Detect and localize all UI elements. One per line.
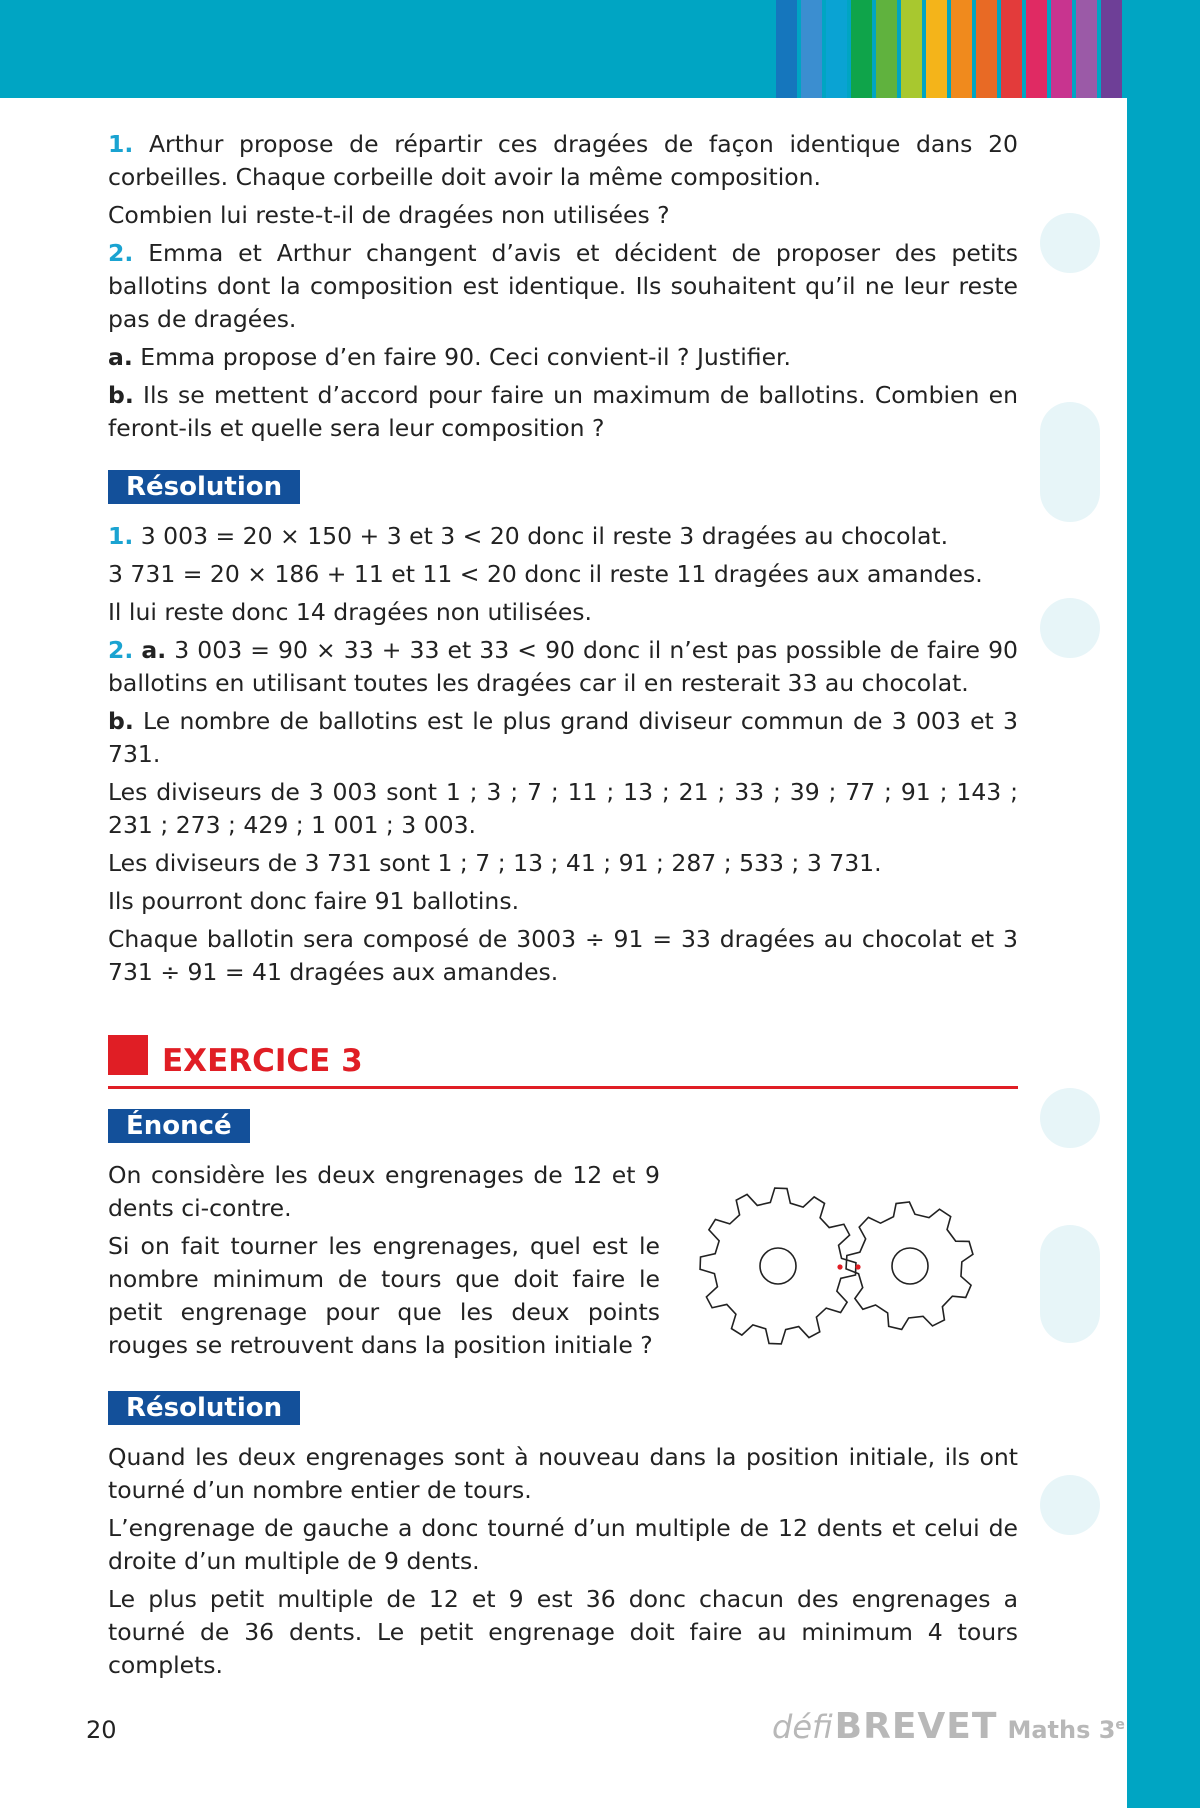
brand-logo <box>772 1706 1125 1747</box>
color-stripe <box>776 0 797 98</box>
color-stripe <box>976 0 997 98</box>
exercise-3-text <box>108 1159 660 1371</box>
resolution-line: b. Le nombre de ballotins est le plus grand diviseur commun de 3 003 et 3 731. <box>108 707 1018 768</box>
resolution-label: Résolution <box>108 470 300 504</box>
color-stripe <box>851 0 872 98</box>
resolution-line: Quand les deux engrenages sont à nouveau dans la position initiale, ils ont tourné d’un nombre entier de tours. <box>108 1443 1018 1504</box>
resolution-3 <box>108 1441 1018 1682</box>
statement-paragraph: On considère les deux engrenages de 12 et 9 dents ci-contre. <box>108 1161 660 1222</box>
rainbow-stripes <box>776 0 1126 98</box>
color-stripe <box>1026 0 1047 98</box>
resolution-label: Résolution <box>108 1391 300 1425</box>
small-gear-hub <box>892 1248 928 1284</box>
problem-statement <box>108 128 1018 445</box>
question-1: 1. Arthur propose de répartir ces dragées de façon identique dans 20 corbeilles. Chaque corbeille doit avoir la même composition. <box>108 130 1018 191</box>
resolution-line: Le plus petit multiple de 12 et 9 est 36 donc chacun des engrenages a tourné de 36 dents. Le petit engrenage doit faire au minimum 4 tours complets. <box>108 1585 1018 1679</box>
large-gear <box>700 1188 856 1344</box>
large-gear-hub <box>760 1248 796 1284</box>
page-tab <box>1040 402 1100 522</box>
color-stripe <box>1001 0 1022 98</box>
resolution-1 <box>108 520 1018 989</box>
question-2a: a. Emma propose d’en faire 90. Ceci convient-il ? Justifier. <box>108 343 791 371</box>
right-side-band <box>1127 98 1200 1808</box>
page-tab <box>1040 1088 1100 1148</box>
question-2b: b. Ils se mettent d’accord pour faire un maximum de ballotins. Combien en feront-ils et quelle sera leur composition ? <box>108 381 1018 442</box>
resolution-line: Il lui reste donc 14 dragées non utilisées. <box>108 598 593 626</box>
resolution-line: Chaque ballotin sera composé de 3003 ÷ 91 = 33 dragées au chocolat et 3 731 ÷ 91 = 41 dragées aux amandes. <box>108 925 1018 986</box>
color-stripe <box>801 0 822 98</box>
resolution-line: Ils pourront donc faire 91 ballotins. <box>108 887 520 915</box>
color-stripe <box>1101 0 1122 98</box>
gears-figure <box>688 1161 1018 1371</box>
resolution-line: 1. 3 003 = 20 × 150 + 3 et 3 < 20 donc il reste 3 dragées au chocolat. <box>108 522 949 550</box>
resolution-line: Les diviseurs de 3 003 sont 1 ; 3 ; 7 ; 11 ; 13 ; 21 ; 33 ; 39 ; 77 ; 91 ; 143 ; 231 ; 273 ; 429 ; 1 001 ; 3 003. <box>108 778 1018 839</box>
resolution-line: 3 731 = 20 × 186 + 11 et 11 < 20 donc il reste 11 dragées aux amandes. <box>108 560 983 588</box>
page-tab <box>1040 1475 1100 1535</box>
exercise-marker-square <box>108 1035 148 1075</box>
red-point-large-gear <box>837 1264 842 1269</box>
color-stripe <box>1076 0 1097 98</box>
resolution-line: Les diviseurs de 3 731 sont 1 ; 7 ; 13 ; 41 ; 91 ; 287 ; 533 ; 3 731. <box>108 849 882 877</box>
brand-defi: défi <box>772 1708 833 1746</box>
question-2: 2. Emma et Arthur changent d’avis et décident de proposer des petits ballotins dont la composition est identique. Ils souhaitent qu’il ne leur reste pas de dragées. <box>108 239 1018 333</box>
page-tab <box>1040 213 1100 273</box>
exercise-3-header <box>108 1029 1018 1089</box>
page-content <box>108 128 1018 1687</box>
brand-brevet: BREVET <box>834 1706 998 1747</box>
color-stripe <box>951 0 972 98</box>
color-stripe <box>901 0 922 98</box>
page-tab <box>1040 1225 1100 1343</box>
red-point-small-gear <box>855 1264 860 1269</box>
statement-paragraph: Si on fait tourner les engrenages, quel est le nombre minimum de tours que doit faire le petit engrenage pour que les deux points rouges se retrouvent dans la position initiale ? <box>108 1232 660 1359</box>
brand-subject: Maths 3e <box>1007 1716 1125 1744</box>
resolution-line: 2. a. 3 003 = 90 × 33 + 33 et 33 < 90 donc il n’est pas possible de faire 90 ballotins en utilisant toutes les dragées car il en resterait 33 au chocolat. <box>108 636 1018 697</box>
color-stripe <box>876 0 897 98</box>
color-stripe <box>826 0 847 98</box>
color-stripe <box>1051 0 1072 98</box>
small-gear <box>846 1202 973 1329</box>
resolution-line: L’engrenage de gauche a donc tourné d’un multiple de 12 dents et celui de droite d’un multiple de 9 dents. <box>108 1514 1018 1575</box>
exercise-3-statement <box>108 1159 1018 1371</box>
question-1-prompt: Combien lui reste-t-il de dragées non utilisées ? <box>108 201 670 229</box>
page-number: 20 <box>86 1716 117 1744</box>
color-stripe <box>926 0 947 98</box>
page-tab <box>1040 598 1100 658</box>
exercise-3-title: EXERCICE 3 <box>162 1043 363 1079</box>
enonce-label: Énoncé <box>108 1109 250 1143</box>
